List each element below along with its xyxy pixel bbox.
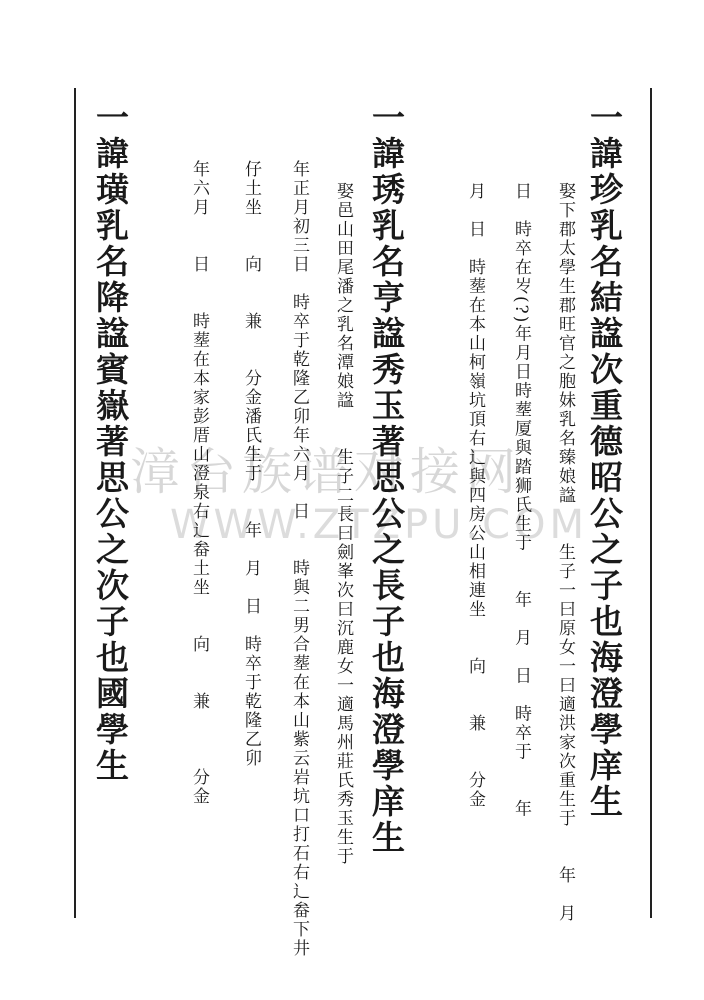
entry-2-note-3: 仔土坐 向 兼 分金潘氏生于 年 月 日 時卒于乾隆乙卯 [241, 160, 261, 768]
entry-2-note-4: 年六月 日 時塟在本家彭厝山澄泉右辶畚土坐 向 兼 分金 [189, 160, 209, 806]
watermark-url: WWW.ZTZPU.COM [170, 502, 589, 548]
entry-3-heading: 一諱璜乳名降諡賓嶽著思公之次子也國學生 [91, 100, 130, 784]
watermark-text: 漳台族谱对接网 [130, 443, 522, 501]
entry-1-heading: 一諱珍乳名結諡次重德昭公之子也海澄學庠生 [585, 100, 624, 820]
entry-2-heading: 一諱琇乳名亨諡秀玉著思公之長子也海澄學庠生 [367, 100, 406, 856]
entry-2-note-1: 娶邑山田尾潘之乳名潭娘諡 生子二長曰劍峯次曰沉鹿女一適馬州莊氏秀玉生于 [333, 182, 353, 866]
entry-1-note-2: 日 時卒在㞮(?)年月日時塟厦與踏狮氏生于 年 月 日 時卒于 年 [511, 182, 531, 819]
entry-1-note-3: 月 日 時塟在本山柯嶺坑頂右辶與四房公山相連坐 向 兼 分金 [465, 182, 485, 809]
entry-2-note-2: 年正月初三日 時卒于乾隆乙卯年六月 日 時與二男合塟在本山紫云岩坑口打石右辶畚下井 [289, 160, 309, 958]
entry-1-note-1: 娶下郡太學生郡旺官之胞妹乳名臻娘諡 生子一曰原女一曰適洪家次重生于 年 月 [555, 182, 575, 923]
